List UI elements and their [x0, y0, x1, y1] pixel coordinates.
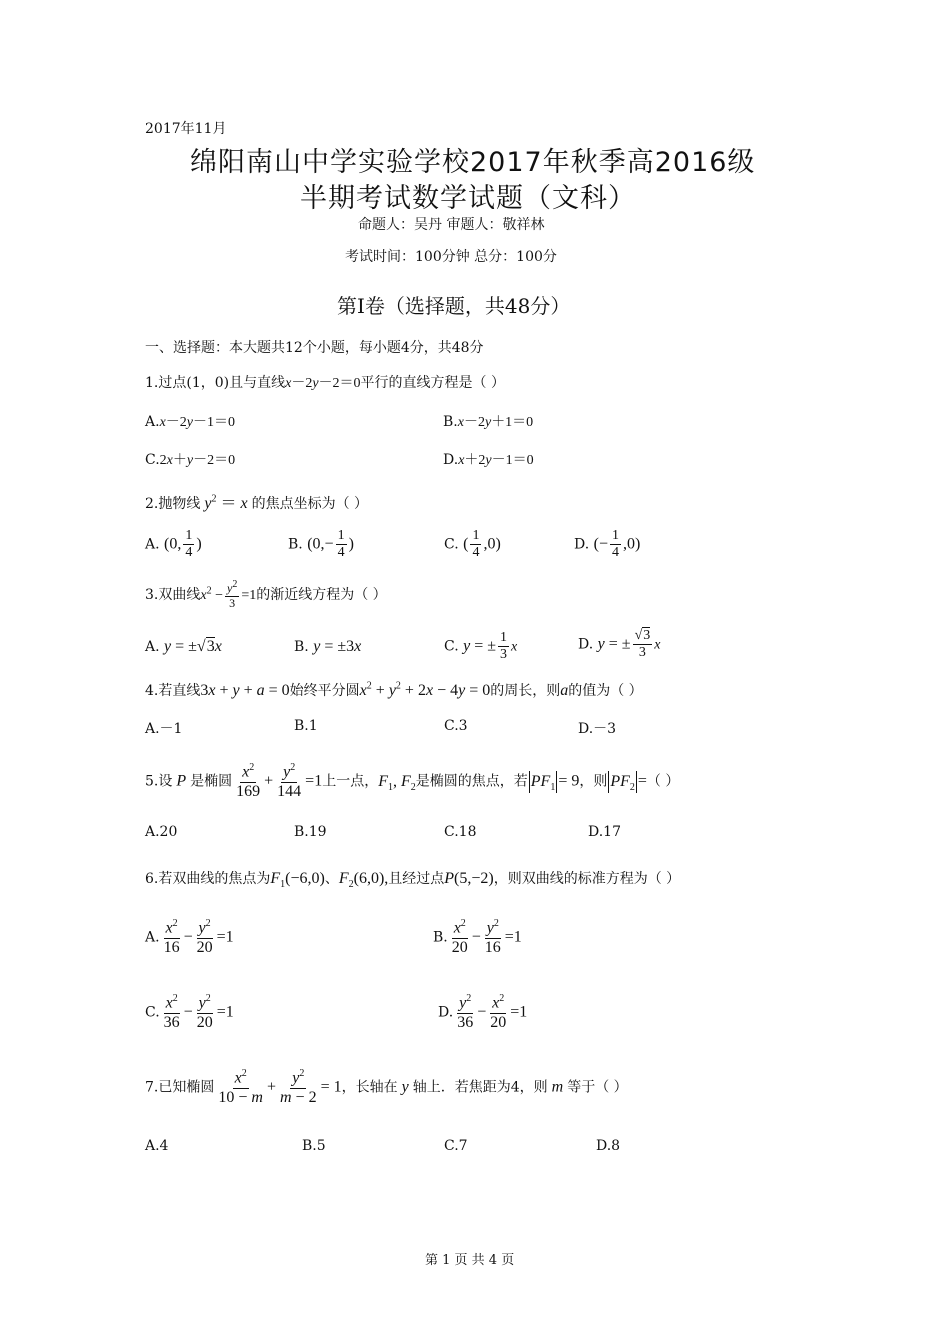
question-2-stem: 2.抛物线 $y^2 = x$ 的焦点坐标为（ ）: [145, 493, 369, 512]
question-2-option-d: D. (− $\frac{1}{4}$ ,0): [574, 528, 641, 561]
question-1-option-b: B.x－2y＋1＝0: [443, 414, 534, 430]
exam-info: 考试时间：100分钟 总分：100分: [345, 249, 557, 265]
question-2-option-b: B. (0,− $\frac{1}{4}$ ): [288, 528, 354, 561]
question-1-option-c: C.2x＋y－2＝0: [145, 452, 236, 468]
question-4-option-b: B.1: [294, 718, 318, 734]
exam-date: 2017年11月: [145, 121, 227, 137]
question-6-stem: 6.若双曲线的焦点为$F_1(-6,0)$、$F_2(6,0)$,且经过点P(5,−2)，则双曲线的标准方程为（ ）: [145, 870, 681, 891]
exam-title-line1: 绵阳南山中学实验学校2017年秋季高2016级: [190, 147, 756, 178]
question-3-option-a: A. y = ±√3x: [145, 638, 222, 655]
question-6-option-d: D. $\frac{y^2}{36}$ − $\frac{x^2}{20}$ =1: [438, 993, 528, 1031]
question-4-option-c: C.3: [444, 718, 468, 734]
question-3-option-d: D. y = ± $\frac{√3}{3}$ x: [578, 628, 661, 661]
question-6-option-a: A. $\frac{x^2}{16}$ − $\frac{y^2}{20}$ =1: [145, 918, 234, 956]
question-5-option-a: A.20: [145, 824, 178, 840]
question-6-option-b: B. $\frac{x^2}{20}$ − $\frac{y^2}{16}$ =1: [433, 918, 522, 956]
question-5-option-b: B.19: [294, 824, 327, 840]
question-1-option-a: A.x－2y－1＝0: [145, 414, 235, 430]
question-3-stem: 3.双曲线$x^2$ − $\frac{y^2}{3}$ =1的渐近线方程为（ ）: [145, 579, 387, 610]
page-footer: 第 1 页 共 4 页: [425, 1253, 515, 1268]
question-2-option-a: A. (0, $\frac{1}{4}$ ): [145, 528, 202, 561]
question-7-option-b: B.5: [302, 1138, 326, 1154]
question-4-option-a: A.－1: [145, 721, 183, 737]
question-3-option-b: B. y = ±3x: [294, 638, 362, 655]
exam-authors: 命题人：吴丹 审题人：敬祥林: [358, 217, 545, 233]
question-7-option-a: A.4: [145, 1138, 169, 1154]
question-1-stem: 1.过点(1，0)且与直线x－2y－2＝0平行的直线方程是（ ）: [145, 375, 505, 391]
exam-title-line2: 半期考试数学试题（文科）: [300, 183, 636, 214]
question-2-option-c: C. ( $\frac{1}{4}$ ,0): [444, 528, 501, 561]
question-5-stem: 5.设 P 是椭圆 $\frac{x^2}{169}$ + $\frac{y^2}{144}$ =1上一点，$F_1$, $F_2$是椭圆的焦点，若 $PF_1 = 9$，则 $PF_2$ =（ ）: [145, 762, 680, 800]
question-5-option-c: C.18: [444, 824, 477, 840]
question-7-option-d: D.8: [596, 1138, 621, 1154]
question-4-option-d: D.－3: [578, 721, 617, 737]
section-title: 第Ⅰ卷（选择题，共48分）: [337, 294, 571, 318]
question-7-option-c: C.7: [444, 1138, 468, 1154]
question-5-option-d: D.17: [588, 824, 621, 840]
question-1-option-d: D.x＋2y－1＝0: [443, 452, 534, 468]
question-3-option-c: C. y = ± $\frac{1}{3}$ x: [444, 630, 518, 663]
question-4-stem: 4.若直线3x + y + a = 0始终平分圆$x^2 + y^2 + 2x - 4y = 0$的周长，则a的值为（ ）: [145, 680, 643, 699]
question-7-stem: 7.已知椭圆 $\frac{x^2}{10 - m}$ + $\frac{y^2}{m - 2}$ = 1，长轴在 y 轴上．若焦距为4，则 m 等于（ ）: [145, 1068, 628, 1106]
question-6-option-c: C. $\frac{x^2}{36}$ − $\frac{y^2}{20}$ =1: [145, 993, 234, 1031]
section-instruction: 一、选择题：本大题共12个小题，每小题4分，共48分: [145, 340, 484, 356]
